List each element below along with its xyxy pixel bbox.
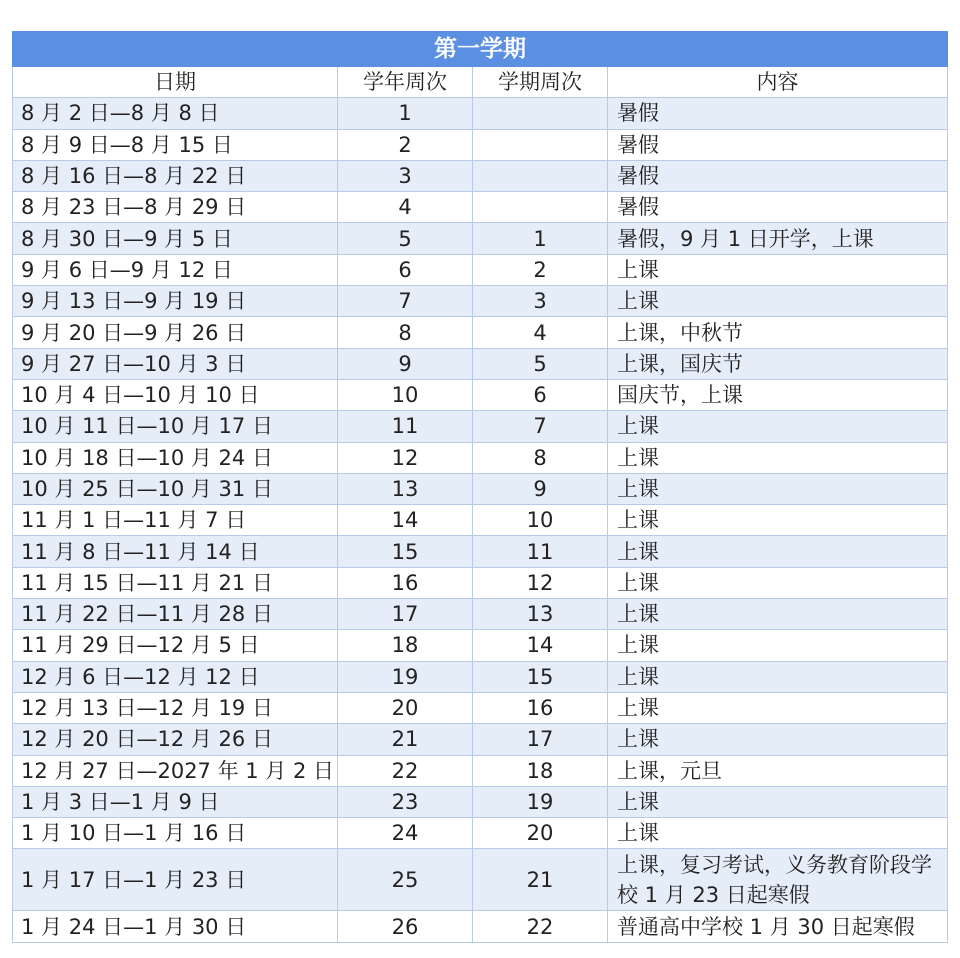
table-row [13,348,948,379]
header-content: 内容 [608,67,948,98]
table-row [13,599,948,630]
semester-schedule-table [12,31,948,943]
row-term-week-cell: 10 [473,505,608,536]
row-term-week-cell: 4 [473,317,608,348]
row-term-week-cell: 13 [473,599,608,630]
row-date-cell: 11 月 1 日—11 月 7 日 [13,505,338,536]
row-date-cell: 10 月 25 日—10 月 31 日 [13,473,338,504]
row-date-cell: 9 月 13 日—9 月 19 日 [13,286,338,317]
row-date-cell: 12 月 13 日—12 月 19 日 [13,692,338,723]
table-row [13,442,948,473]
row-year-week-cell: 25 [338,849,473,911]
row-content-cell: 上课，元旦 [608,755,948,786]
row-date-cell: 9 月 6 日—9 月 12 日 [13,254,338,285]
row-content-cell: 上课 [608,692,948,723]
row-content-cell: 上课 [608,818,948,849]
table-row [13,379,948,410]
row-year-week-cell: 26 [338,911,473,942]
row-date-cell: 11 月 22 日—11 月 28 日 [13,599,338,630]
row-content-cell: 上课 [608,630,948,661]
table-row [13,505,948,536]
row-year-week-cell: 24 [338,818,473,849]
row-term-week-cell: 9 [473,473,608,504]
row-year-week-cell: 19 [338,661,473,692]
row-year-week-cell: 11 [338,411,473,442]
row-date-cell: 8 月 30 日—9 月 5 日 [13,223,338,254]
row-date-cell: 10 月 18 日—10 月 24 日 [13,442,338,473]
row-date-cell: 1 月 17 日—1 月 23 日 [13,849,338,911]
row-year-week-cell: 12 [338,442,473,473]
row-date-cell: 10 月 11 日—10 月 17 日 [13,411,338,442]
row-date-cell: 1 月 24 日—1 月 30 日 [13,911,338,942]
row-date-cell: 12 月 20 日—12 月 26 日 [13,724,338,755]
row-year-week-cell: 16 [338,567,473,598]
row-date-cell: 1 月 10 日—1 月 16 日 [13,818,338,849]
table-row [13,223,948,254]
header-year-week: 学年周次 [338,67,473,98]
row-date-cell: 8 月 9 日—8 月 15 日 [13,129,338,160]
table-row [13,724,948,755]
header-date: 日期 [13,67,338,98]
row-year-week-cell: 13 [338,473,473,504]
row-year-week-cell: 22 [338,755,473,786]
row-content-cell: 暑假 [608,160,948,191]
row-term-week-cell: 16 [473,692,608,723]
table-row [13,630,948,661]
row-date-cell: 1 月 3 日—1 月 9 日 [13,786,338,817]
row-term-week-cell: 19 [473,786,608,817]
row-year-week-cell: 3 [338,160,473,191]
table-row [13,98,948,129]
row-content-cell: 上课 [608,567,948,598]
row-content-cell: 上课 [608,536,948,567]
row-date-cell: 11 月 15 日—11 月 21 日 [13,567,338,598]
table-row [13,849,948,911]
row-content-cell: 上课 [608,724,948,755]
row-content-cell: 暑假 [608,98,948,129]
row-content-cell: 国庆节，上课 [608,379,948,410]
table-row [13,192,948,223]
row-year-week-cell: 2 [338,129,473,160]
table-title: 第一学期 [13,32,948,67]
row-term-week-cell: 21 [473,849,608,911]
row-date-cell: 12 月 6 日—12 月 12 日 [13,661,338,692]
row-term-week-cell: 17 [473,724,608,755]
row-term-week-cell: 14 [473,630,608,661]
table-row [13,911,948,942]
table-row [13,317,948,348]
table-row [13,786,948,817]
table-row [13,473,948,504]
table-row [13,661,948,692]
row-term-week-cell [473,129,608,160]
row-date-cell: 10 月 4 日—10 月 10 日 [13,379,338,410]
row-term-week-cell: 7 [473,411,608,442]
row-year-week-cell: 4 [338,192,473,223]
row-term-week-cell [473,98,608,129]
row-date-cell: 9 月 20 日—9 月 26 日 [13,317,338,348]
row-year-week-cell: 5 [338,223,473,254]
table-row [13,536,948,567]
table-title-row [13,32,948,67]
row-term-week-cell: 1 [473,223,608,254]
row-year-week-cell: 18 [338,630,473,661]
row-date-cell: 8 月 2 日—8 月 8 日 [13,98,338,129]
row-content-cell: 上课，国庆节 [608,348,948,379]
row-term-week-cell: 3 [473,286,608,317]
table-row [13,129,948,160]
row-year-week-cell: 8 [338,317,473,348]
row-content-cell: 上课 [608,473,948,504]
row-date-cell: 8 月 23 日—8 月 29 日 [13,192,338,223]
row-content-cell: 上课 [608,411,948,442]
row-term-week-cell [473,160,608,191]
row-term-week-cell: 15 [473,661,608,692]
row-year-week-cell: 7 [338,286,473,317]
row-content-cell: 上课，中秋节 [608,317,948,348]
row-term-week-cell: 12 [473,567,608,598]
row-date-cell: 9 月 27 日—10 月 3 日 [13,348,338,379]
row-date-cell: 11 月 29 日—12 月 5 日 [13,630,338,661]
row-content-cell: 暑假，9 月 1 日开学，上课 [608,223,948,254]
row-date-cell: 11 月 8 日—11 月 14 日 [13,536,338,567]
row-content-cell: 上课 [608,442,948,473]
row-term-week-cell [473,192,608,223]
row-content-cell: 暑假 [608,192,948,223]
row-content-cell: 上课 [608,661,948,692]
table-row [13,755,948,786]
row-content-cell: 暑假 [608,129,948,160]
table-row [13,254,948,285]
row-term-week-cell: 22 [473,911,608,942]
row-term-week-cell: 18 [473,755,608,786]
row-term-week-cell: 5 [473,348,608,379]
row-term-week-cell: 8 [473,442,608,473]
row-content-cell: 上课 [608,786,948,817]
table-row [13,160,948,191]
row-year-week-cell: 17 [338,599,473,630]
row-year-week-cell: 15 [338,536,473,567]
row-term-week-cell: 20 [473,818,608,849]
row-year-week-cell: 20 [338,692,473,723]
row-term-week-cell: 2 [473,254,608,285]
table-row [13,286,948,317]
row-content-cell: 上课 [608,254,948,285]
table-body [13,98,948,942]
row-content-cell: 普通高中学校 1 月 30 日起寒假 [608,911,948,942]
row-content-cell: 上课 [608,286,948,317]
table-row [13,411,948,442]
table-row [13,818,948,849]
row-content-cell: 上课，复习考试，义务教育阶段学校 1 月 23 日起寒假 [608,849,948,911]
row-year-week-cell: 10 [338,379,473,410]
table-row [13,692,948,723]
row-year-week-cell: 23 [338,786,473,817]
row-year-week-cell: 9 [338,348,473,379]
row-term-week-cell: 6 [473,379,608,410]
row-year-week-cell: 1 [338,98,473,129]
row-date-cell: 12 月 27 日—2027 年 1 月 2 日 [13,755,338,786]
table-row [13,567,948,598]
row-content-cell: 上课 [608,599,948,630]
row-year-week-cell: 6 [338,254,473,285]
row-year-week-cell: 21 [338,724,473,755]
row-content-cell: 上课 [608,505,948,536]
row-date-cell: 8 月 16 日—8 月 22 日 [13,160,338,191]
row-term-week-cell: 11 [473,536,608,567]
header-term-week: 学期周次 [473,67,608,98]
row-year-week-cell: 14 [338,505,473,536]
table-header-row [13,67,948,98]
